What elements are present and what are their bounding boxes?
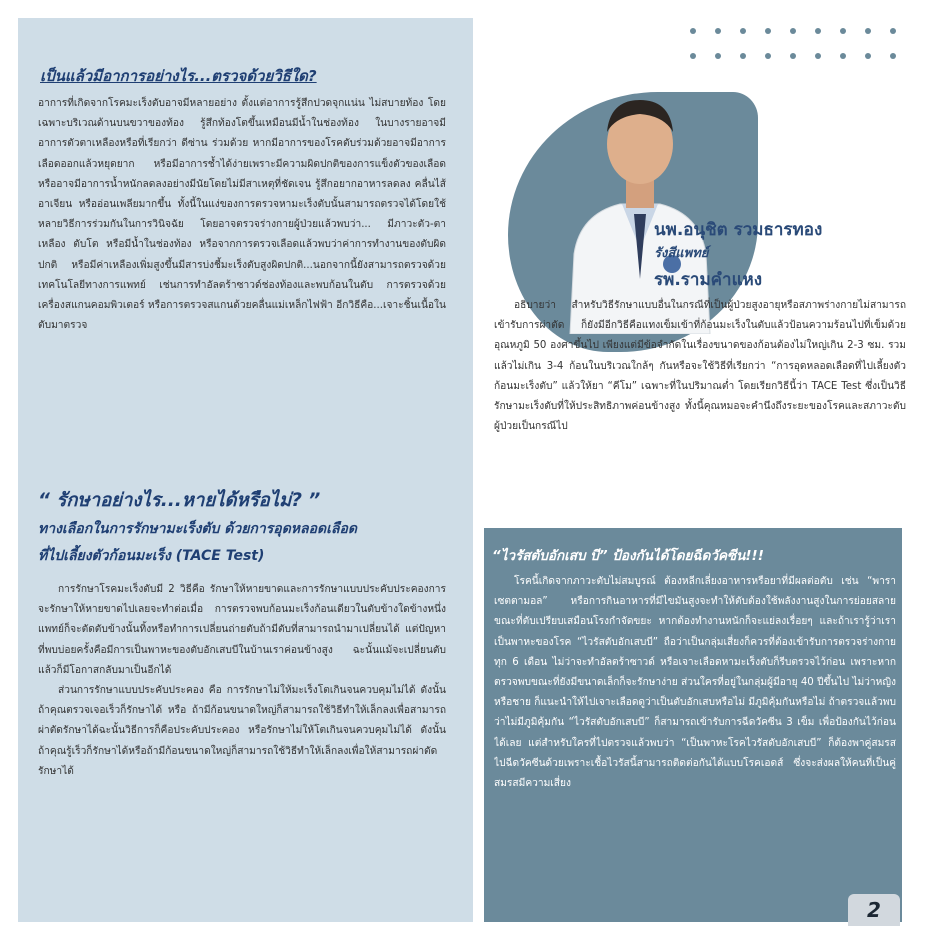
section2-subtitle-line2: ที่ไปเลี้ยงตัวก้อนมะเร็ง (TACE Test) bbox=[38, 548, 265, 564]
page-number: 2 bbox=[867, 898, 881, 922]
decorative-dot bbox=[840, 28, 846, 34]
section2-subtitle-line1: ทางเลือกในการรักษามะเร็งตับ ด้วยการอุดหลอดเลือด bbox=[38, 521, 357, 537]
section2-title: “ รักษาอย่างไร...หายได้หรือไม่? ” bbox=[38, 490, 321, 511]
decorative-dot bbox=[740, 53, 746, 59]
decorative-dot bbox=[815, 28, 821, 34]
decorative-dot bbox=[815, 53, 821, 59]
decorative-dot bbox=[840, 53, 846, 59]
decorative-dot bbox=[890, 28, 896, 34]
section2-body bbox=[38, 580, 446, 860]
right-column-body: อธิบายว่า สำหรับวิธีรักษาแบบอื่นในกรณีที่เป็นผู้ป่วยสูงอายุหรือสภาพร่างกายไม่สามารถเข้ารับการผ่าตัด ก็ยังมีอีกวิธีคือแทงเข็มเข้าที่ก้อนมะเร็งในตับแล้วป้อนความร้อนไปที่เข็มด้วยอุณหภูมิ 50 องศาขึ้นไป เพียงแต่มีข้อจำกัดในเรื่องขนาดของก้อนต้องไม่ใหญ่เกิน 2-3 ซม. รวมแล้วไม่เกิน 3-4 ก้อนในบริเวณใกล้ๆ กันหรือจะใช้วิธีที่เรียกว่า “การอุดหลอดเลือดที่ไปเลี้ยงตัวก้อนมะเร็งตับ” แล้วให้ยา “คีโม” เฉพาะที่ในปริมาณต่ำ โดยเรียกวิธีนี้ว่า TACE Test ซึ่งเป็นวิธีรักษามะเร็งตับที่ให้ประสิทธิภาพค่อนข้างสูง ทั้งนี้คุณหมอจะคำนึงถึงระยะของโรคและสภาวะตับผู้ป่วยเป็นกรณีไป bbox=[494, 300, 906, 433]
doctor-name: นพ.อนุชิต รวมธารทอง bbox=[654, 220, 823, 240]
section1-title: เป็นแล้วมีอาการอย่างไร...ตรวจด้วยวิธีใด? bbox=[40, 67, 317, 85]
decorative-dot bbox=[715, 53, 721, 59]
decorative-dot bbox=[790, 53, 796, 59]
hepatitis-b-body: โรคนี้เกิดจากภาวะตับไม่สมบูรณ์ ต้องหลีกเลี่ยงอาหารหรือยาที่มีผลต่อตับ เช่น “พาราเซตตามอล” หรือการกินอาหารที่มีไขมันสูงจะทำให้ตับต้องใช้พลังงานสูงในการย่อยสลาย ขณะที่ตับเปรียบเสมือนโรงกำจัดขยะ หากต้องทำงานหนักก็จะแย่ลงเรื่อยๆ และถ้าเรารู้ว่าเราเป็นพาหะของโรค “ไวรัสตับอักเสบบี” ถือว่าเป็นกลุ่มเสี่ยงก็ควรที่ต้องเข้ารับการตรวจร่างกายทุก 6 เดือน ไม่ว่าจะทำอัลตร้าซาวด์ หรือเจาะเลือดหามะเร็งตับก็รีบตรวจไว้ก่อน เพราะหากตรวจพบขณะที่ยังมีขนาดเล็กก็จะรักษาง่าย ส่วนใครที่อยู่ในกลุ่มผู้มีอายุ 40 ปีขึ้นไป ไม่ว่าหญิงหรือชาย ก็แนะนำให้ไปเจาะเลือดดูว่าเป็นตับอักเสบหรือไม่ มีภูมิคุ้มกันหรือไม่ ถ้าตรวจแล้วพบว่าไม่มีภูมิคุ้มกัน “ไวรัสตับอักเสบบี” ก็สามารถเข้ารับการฉีดวัคซีน 3 เข็ม เพื่อป้องกันไว้ก่อนได้เลย แต่สำหรับใครที่ไปตรวจแล้วพบว่า “เป็นพาหะโรคไวรัสตับอักเสบบี” ก็ต้องพาคู่สมรสไปฉีดวัคซีนด้วยเพราะเชื้อไวรัสนี้สามารถติดต่อกันได้แบบโรคเอดส์ ซึ่งจะส่งผลให้คนที่เป็นคู่สมรสมีความเสี่ยง bbox=[494, 576, 896, 790]
decorative-dot bbox=[865, 28, 871, 34]
decorative-dot bbox=[790, 28, 796, 34]
decorative-dot bbox=[740, 28, 746, 34]
decorative-dot bbox=[890, 53, 896, 59]
doctor-hospital: รพ.รามคำแหง bbox=[654, 270, 763, 290]
decorative-dots bbox=[690, 28, 916, 76]
decorative-dot bbox=[765, 53, 771, 59]
section2-para2: ส่วนการรักษาแบบประคับประคอง คือ การรักษาไม่ให้มะเร็งโตเกินจนควบคุมไม่ได้ ดังนั้นถ้าคุณตรวจเจอเร็วก็รักษาได้ หรือ ถ้ามีก้อนขนาดใหญ่ก็สามารถใช้วิธีทำให้เล็กลงเพื่อสามารถผ่าตัดรักษาได้ฉะนั้นวิธีการก็คือประคับประคอง หรือรักษาไม่ให้โตเกินจนควบคุมไม่ได้ ดังนั้นถ้าคุณรู้เร็วก็รักษาได้หรือถ้ามีก้อนขนาดใหญ่ก็สามารถใช้วิธีทำให้เล็กลงเพื่อให้สามารถผ่าตัดรักษาได้ bbox=[38, 685, 446, 777]
decorative-dot bbox=[690, 53, 696, 59]
decorative-dot bbox=[690, 28, 696, 34]
section2-para1: การรักษาโรคมะเร็งตับมี 2 วิธีคือ รักษาให้หายขาดและการรักษาแบบประคับประคองการจะรักษาให้หายขาดไปเลยจะทำต่อเมื่อ การตรวจพบก้อนมะเร็งก้อนเดียวในตับข้างใดข้างหนึ่ง แพทย์ก็จะตัดตับข้างนั้นทิ้งหรือทำการเปลี่ยนถ่ายตับถ้ามีตับที่สามารถนำมาเปลี่ยนได้ แต่ปัญหาที่พบบ่อยครั้งคือมีการเป็นพาหะของตับอักเสบบีในบ้านเราค่อนข้างสูง ฉะนั้นแม้จะเปลี่ยนตับแล้วก็มีโอกาสกลับมาเป็นอีกได้ bbox=[38, 584, 446, 676]
doctor-portrait bbox=[560, 64, 720, 334]
decorative-dot bbox=[865, 53, 871, 59]
decorative-dot bbox=[765, 28, 771, 34]
decorative-dot bbox=[715, 28, 721, 34]
hepatitis-b-title: “ไวรัสตับอักเสบ บี” ป้องกันได้โดยฉีดวัคซีน!!! bbox=[492, 548, 764, 564]
section1-body: อาการที่เกิดจากโรคมะเร็งตับอาจมีหลายอย่าง ตั้งแต่อาการรู้สึกปวดจุกแน่น ไม่สบายท้อง โดยเฉพาะบริเวณด้านบนขวาของท้อง รู้สึกท้องโตขึ้นเหมือนมีน้ำในช่องท้อง ในบางรายอาจมีอาการตัวตาเหลืองหรือที่เรียกว่า ดีซ่าน ร่วมด้วย หากมีอาการของโรคตับร่วมด้วยอาจมีอาการเลือดออกแล้วหยุดยาก หรือมีอาการช้ำได้ง่ายเพราะมีความผิดปกติของการแข็งตัวของเลือด หรืออาจมีอาการน้ำหนักลดลงอย่างมีนัยโดยไม่มีสาเหตุที่ชัดเจน รู้สึกอยากอาหารลดลง คลื่นไส้อาเจียน หรืออ่อนเพลียมากขึ้น ทั้งนี้ในแง่ของการตรวจหามะเร็งตับนั้นสามารถตรวจได้โดยใช้หลายวิธีการร่วมกันในการวินิจฉัย โดยอาจตรวจร่างกายผู้ป่วยแล้วพบว่า... มีภาวะตัว-ตาเหลือง ตับโต หรือมีน้ำในช่องท้อง หรือจากการตรวจเลือดแล้วพบว่าค่าการทำงานของตับผิดปกติ หรือมีค่าเหลืองเพิ่มสูงขึ้นมีสารบ่งชี้มะเร็งตับสูงผิดปกติ...นอกจากนี้ยังสามารถตรวจด้วยเทคโนโลยีทางการแพทย์ เช่นการทำอัลตร้าซาวด์ช่องท้องและพบก้อนในตับ การตรวจด้วยเครื่องสแกนคอมพิวเตอร์ หรือการตรวจสแกนด้วยคลื่นแม่เหล็กไฟฟ้า อีกวิธีคือ...เจาะชิ้นเนื้อในตับมาตรวจ bbox=[38, 98, 446, 332]
doctor-role: รังสีแพทย์ bbox=[654, 246, 709, 261]
section2-subtitle bbox=[38, 516, 458, 570]
